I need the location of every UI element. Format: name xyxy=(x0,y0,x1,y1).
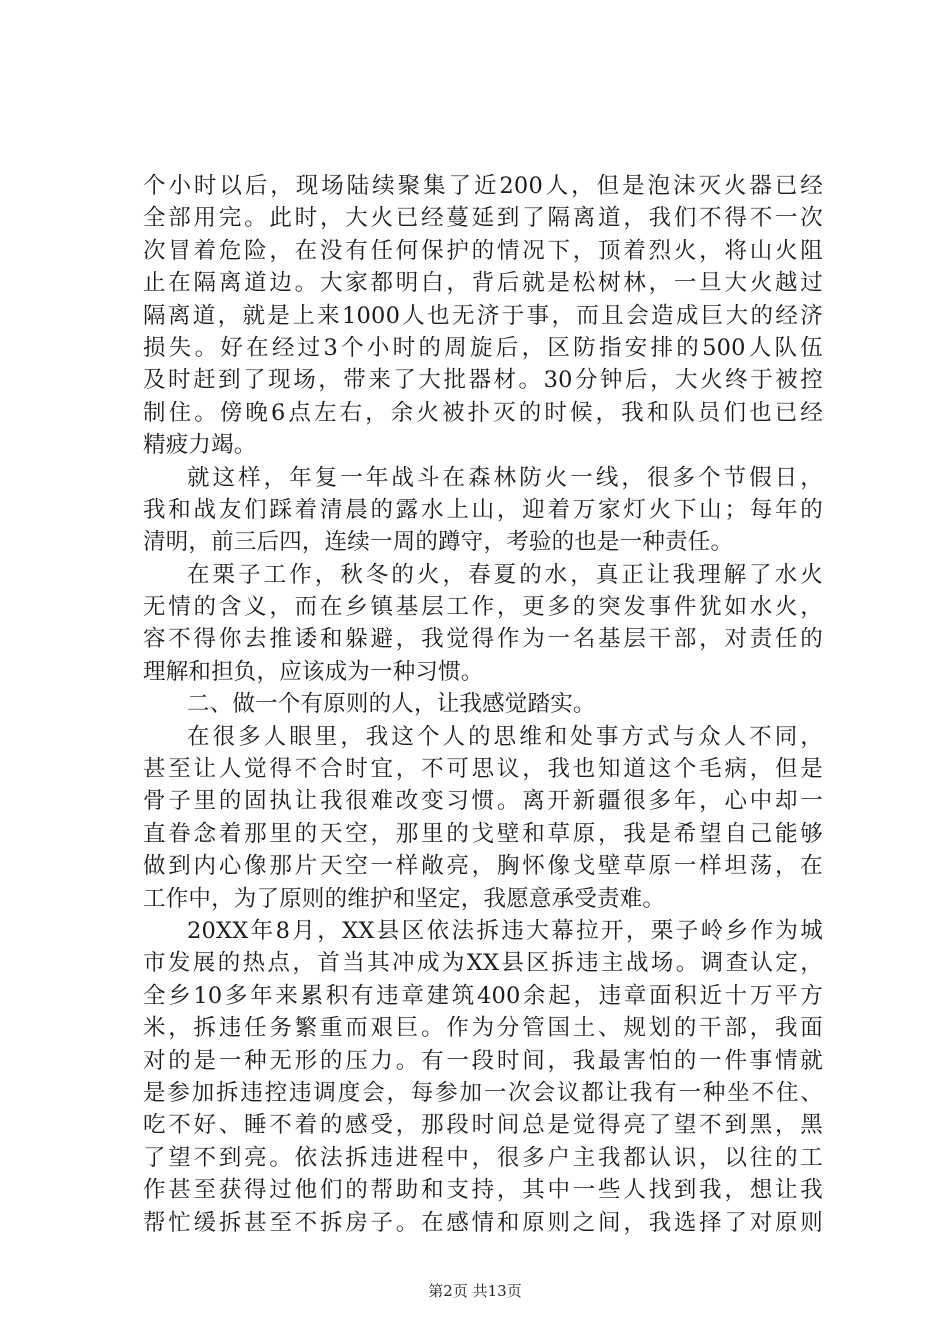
text-line: 止在隔离道边。大家都明白，背后就是松树林，一旦大火越过 xyxy=(143,270,823,297)
text-line: 损失。好在经过3个小时的周旋后，区防指安排的500人队伍 xyxy=(143,334,823,361)
text-line: 帮忙缓拆甚至不拆房子。在感情和原则之间，我选择了对原则 xyxy=(143,1209,823,1236)
text-line: 容不得你去推诿和躲避，我觉得作为一名基层干部，对责任的 xyxy=(143,626,823,653)
text-line: 20XX年8月，XX县区依法拆违大幕拉开，栗子岭乡作为城 xyxy=(187,917,823,944)
text-line: 就这样，年复一年战斗在森林防火一线，很多个节假日， xyxy=(187,464,823,491)
text-line: 吃不好、睡不着的感受，那段时间总是觉得亮了望不到黑，黑 xyxy=(143,1112,823,1139)
text-line: 市发展的热点，首当其冲成为XX县区拆违主战场。调查认定， xyxy=(143,950,823,977)
text-line: 米，拆违任务繁重而艰巨。作为分管国土、规划的干部，我面 xyxy=(143,1015,823,1042)
document-body xyxy=(143,170,823,1239)
text-line: 二、做一个有原则的人，让我感觉踏实。 xyxy=(187,691,596,718)
text-line: 在栗子工作，秋冬的火，春夏的水，真正让我理解了水火 xyxy=(187,561,823,588)
text-line: 及时赶到了现场，带来了大批器材。30分钟后，大火终于被控 xyxy=(143,367,823,394)
page-footer: 第2页 共13页 xyxy=(428,1282,522,1300)
text-line: 作甚至获得过他们的帮助和支持，其中一些人找到我，想让我 xyxy=(143,1177,823,1204)
text-line: 是参加拆违控违调度会，每参加一次会议都让我有一种坐不住、 xyxy=(143,1079,823,1106)
text-line: 骨子里的固执让我很难改变习惯。离开新疆很多年，心中却一 xyxy=(143,788,823,815)
text-line: 甚至让人觉得不合时宜，不可思议，我也知道这个毛病，但是 xyxy=(143,756,823,783)
text-line: 理解和担负，应该成为一种习惯。 xyxy=(143,658,484,685)
text-line: 隔离道，就是上来1000人也无济于事，而且会造成巨大的经济 xyxy=(143,302,823,329)
text-line: 个小时以后，现场陆续聚集了近200人，但是泡沫灭火器已经 xyxy=(143,173,823,199)
text-line: 直眷念着那里的天空，那里的戈壁和草原，我是希望自己能够 xyxy=(143,820,823,847)
text-line: 全乡10多年来累积有违章建筑400余起，违章面积近十万平方 xyxy=(143,982,823,1009)
text-line: 对的是一种无形的压力。有一段时间，我最害怕的一件事情就 xyxy=(143,1047,823,1074)
text-line: 精疲力竭。 xyxy=(143,432,257,459)
text-line: 了望不到亮。依法拆违进程中，很多户主我都认识，以往的工 xyxy=(143,1144,823,1171)
text-line: 做到内心像那片天空一样敞亮，胸怀像戈壁草原一样坦荡，在 xyxy=(143,853,823,880)
text-line: 清明，前三后四，连续一周的蹲守，考验的也是一种责任。 xyxy=(143,529,734,556)
text-line: 无情的含义，而在乡镇基层工作，更多的突发事件犹如水火， xyxy=(143,594,823,621)
text-line: 制住。傍晚6点左右，余火被扑灭的时候，我和队员们也已经 xyxy=(143,399,823,426)
text-line: 我和战友们踩着清晨的露水上山，迎着万家灯火下山；每年的 xyxy=(143,496,823,523)
text-line: 工作中，为了原则的维护和坚定，我愿意承受责难。 xyxy=(143,885,666,912)
text-line: 在很多人眼里，我这个人的思维和处事方式与众人不同， xyxy=(187,723,823,750)
text-line: 次冒着危险，在没有任何保护的情况下，顶着烈火，将山火阻 xyxy=(143,237,823,264)
text-line: 全部用完。此时，大火已经蔓延到了隔离道，我们不得不一次 xyxy=(143,205,823,232)
